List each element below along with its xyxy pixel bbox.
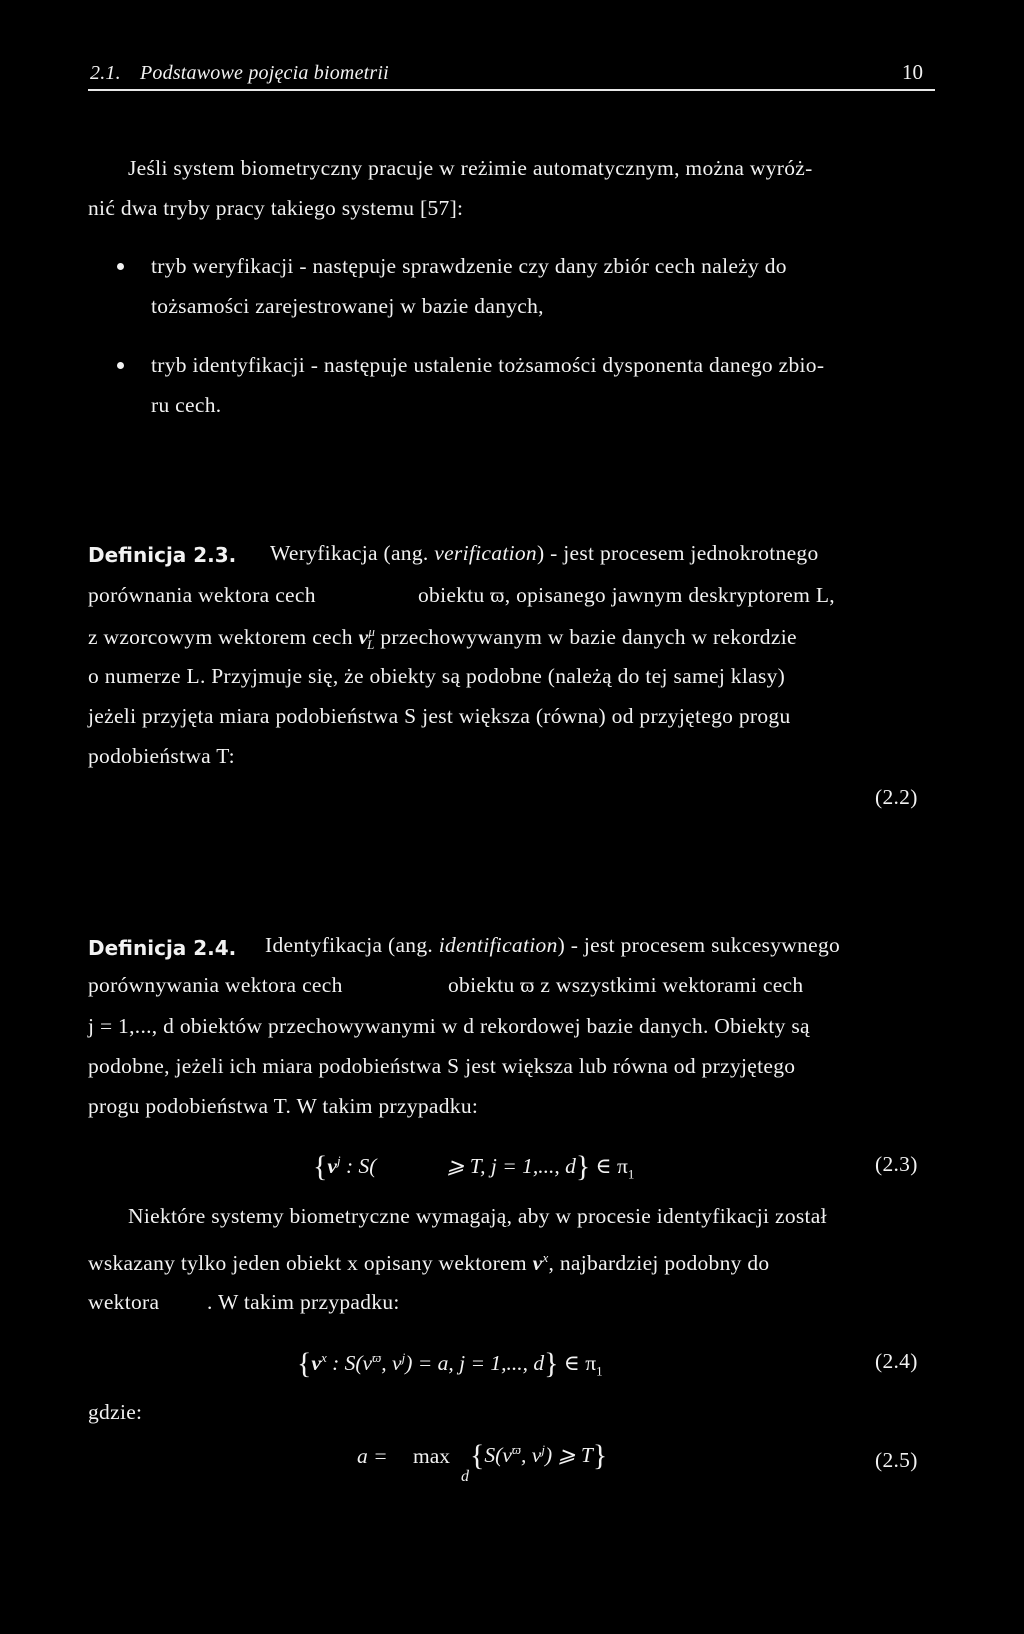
equation-number-2-2: (2.2)	[875, 785, 918, 809]
definition-2-3-line-4: o numerze L. Przyjmuje się, że obiekty są podobne (należą do tej samej klasy)	[88, 664, 786, 688]
equation-2-5-rhs: {$S(\nu^ϖ$, $\nu^j$) ⩾ T}	[470, 1439, 608, 1472]
gdzie-label: gdzie:	[88, 1400, 143, 1424]
definition-2-4-line-4: podobne, jeżeli ich miara podobieństwa S jest większa lub równa od przyjętego	[88, 1054, 796, 1078]
bullet-2-line-1: tryb identyfikacji - następuje ustalenie tożsamości dysponenta danego zbio-	[151, 353, 825, 377]
definition-2-3-line-2b: obiektu ϖ, opisanego jawnym deskryptorem L,	[418, 583, 835, 607]
bullet-dot	[117, 263, 124, 270]
bullet-1-line-2: tożsamości zarejestrowanej w bazie danych,	[151, 294, 544, 318]
intro-line-1: Jeśli system biometryczny pracuje w reżimie automatycznym, można wyróż-	[128, 156, 813, 180]
equation-2-5-max-subscript: d	[461, 1468, 469, 1485]
paragraph-line-1: Niektóre systemy biometryczne wymagają, aby w procesie identyfikacji został	[128, 1204, 827, 1228]
definition-2-3-line-6: podobieństwa T:	[88, 744, 235, 768]
definition-2-4-line-3: j = 1,..., d obiektów przechowywanymi w d rekordowej bazie danych. Obiekty są	[88, 1014, 810, 1038]
equation-2-5-max: max	[413, 1444, 451, 1468]
definition-2-3-line-2a: porównania wektora cech	[88, 583, 316, 607]
paragraph-line-3a: wektora	[88, 1290, 160, 1314]
intro-line-2: nić dwa tryby pracy takiego systemu [57]:	[88, 196, 464, 220]
definition-2-4-line-2a: porównywania wektora cech	[88, 973, 343, 997]
equation-2-5-lhs: a =	[357, 1444, 388, 1468]
paragraph-line-3b: . W takim przypadku:	[207, 1290, 400, 1314]
equation-number-2-4: (2.4)	[875, 1349, 918, 1373]
definition-2-4-line-5: progu podobieństwa T. W takim przypadku:	[88, 1094, 479, 1118]
equation-number-2-3: (2.3)	[875, 1152, 918, 1176]
definition-2-3-label: Definicja 2.3.	[88, 543, 237, 567]
definition-2-3-line-1: Weryfikacja (ang. verification) - jest procesem jednokrotnego	[270, 541, 819, 565]
definition-2-3-line-3: z wzorcowym wektorem cech $\nu^\mu_L$ przechowywanym w bazie danych w rekordzie	[88, 624, 797, 653]
bullet-1-line-1: tryb weryfikacji - następuje sprawdzenie czy dany zbiór cech należy do	[151, 254, 787, 278]
paragraph-line-2: wskazany tylko jeden obiekt x opisany wektorem $\nu^x$, najbardziej podobny do	[88, 1250, 770, 1276]
page-number: 10	[902, 60, 923, 84]
equation-2-4: {$\nu^x$ : $S(\nu^ϖ$, $\nu^j) = a$, j = 1,..., d} ∈ $\pi_1$	[297, 1347, 603, 1380]
definition-2-3-line-5: jeżeli przyjęta miara podobieństwa S jest większa (równa) od przyjętego progu	[88, 704, 791, 728]
running-header-title: Podstawowe pojęcia biometrii	[140, 62, 389, 84]
definition-2-4-line-2b: obiektu ϖ z wszystkimi wektorami cech	[448, 973, 804, 997]
equation-number-2-5: (2.5)	[875, 1448, 918, 1472]
header-rule	[88, 89, 935, 91]
definition-2-4-line-1: Identyfikacja (ang. identification) - jest procesem sukcesywnego	[265, 933, 841, 957]
bullet-dot	[117, 362, 124, 369]
definition-2-4-label: Definicja 2.4.	[88, 936, 237, 960]
equation-2-3: {$\nu^j$ : S( ⩾ T, j = 1,..., d} ∈ $\pi_1$	[313, 1150, 635, 1183]
bullet-2-line-2: ru cech.	[151, 393, 222, 417]
section-number: 2.1.	[90, 62, 121, 84]
